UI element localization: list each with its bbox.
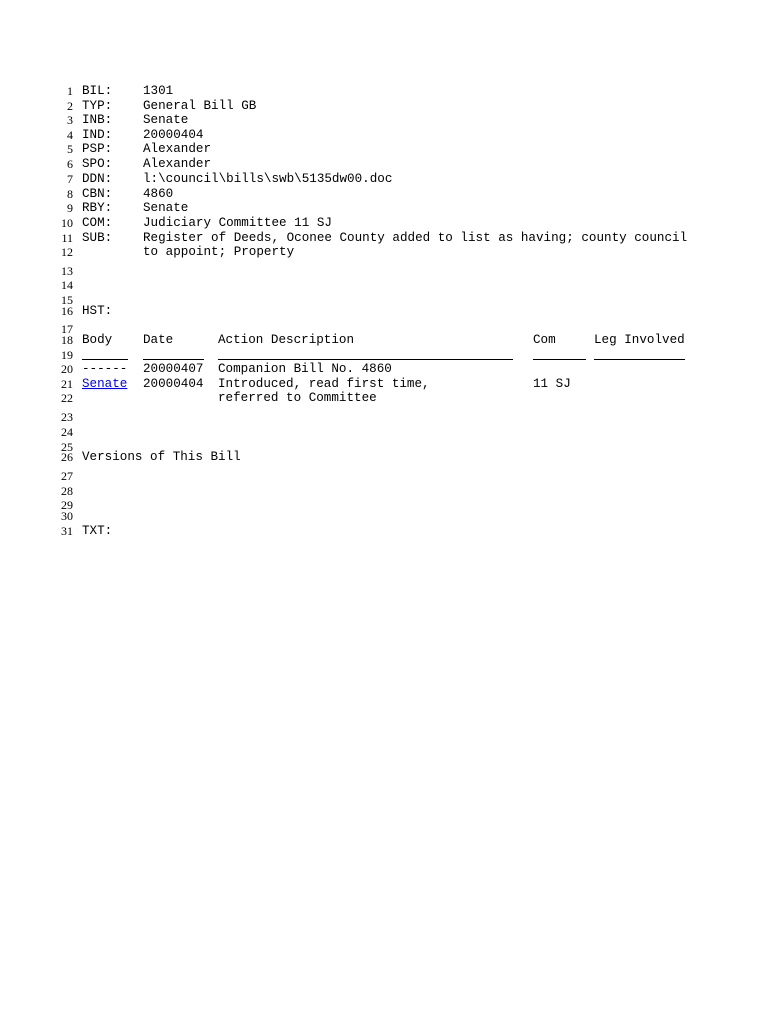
history-row-date: 20000407 — [143, 362, 204, 376]
history-row-action: Companion Bill No. 4860 — [218, 362, 392, 376]
field-value-sub-line1: Register of Deeds, Oconee County added to list as having; county council — [143, 231, 688, 245]
history-row-action: Introduced, read first time, — [218, 377, 430, 391]
line-number: 3 — [67, 113, 73, 127]
history-header-underline — [594, 359, 685, 360]
line-number: 9 — [67, 201, 73, 215]
history-row-com: 11 SJ — [533, 377, 571, 391]
field-value-sub-line2: to appoint; Property — [143, 245, 295, 259]
history-row-body-link[interactable]: Senate — [82, 377, 128, 391]
line-number: 17 — [61, 322, 73, 336]
field-value-bil: 1301 — [143, 84, 174, 98]
history-header-body: Body — [82, 333, 113, 347]
line-number: 19 — [61, 348, 73, 362]
field-label-rby: RBY: — [82, 201, 113, 215]
line-number: 5 — [67, 142, 73, 156]
line-number: 18 — [61, 333, 73, 347]
history-header-com: Com — [533, 333, 556, 347]
field-label-ind: IND: — [82, 128, 113, 142]
field-value-rby: Senate — [143, 201, 189, 215]
field-label-psp: PSP: — [82, 142, 113, 156]
line-number: 22 — [61, 391, 73, 405]
field-label-typ: TYP: — [82, 99, 113, 113]
txt-label: TXT: — [82, 524, 113, 538]
field-value-ddn: l:\council\bills\swb\5135dw00.doc — [143, 172, 393, 186]
history-header-underline — [533, 359, 586, 360]
line-number: 25 — [61, 440, 73, 454]
history-row-action-cont: referred to Committee — [218, 391, 377, 405]
line-number: 1 — [67, 84, 73, 98]
field-value-cbn: 4860 — [143, 187, 174, 201]
field-value-psp: Alexander — [143, 142, 212, 156]
line-number: 6 — [67, 157, 73, 171]
line-number: 12 — [61, 245, 73, 259]
history-label: HST: — [82, 304, 113, 318]
line-number: 14 — [61, 278, 73, 292]
line-number: 21 — [61, 377, 73, 391]
line-number: 10 — [61, 216, 73, 230]
field-label-inb: INB: — [82, 113, 113, 127]
history-header-underline — [143, 359, 204, 360]
history-header-action: Action Description — [218, 333, 355, 347]
line-number: 16 — [61, 304, 73, 318]
line-number: 15 — [61, 293, 73, 307]
field-label-spo: SPO: — [82, 157, 113, 171]
line-number: 24 — [61, 425, 73, 439]
field-value-typ: General Bill GB — [143, 99, 257, 113]
line-number: 20 — [61, 362, 73, 376]
field-label-ddn: DDN: — [82, 172, 113, 186]
line-number: 23 — [61, 410, 73, 424]
versions-heading: Versions of This Bill — [82, 450, 241, 464]
line-number: 8 — [67, 187, 73, 201]
line-number: 26 — [61, 450, 73, 464]
line-number: 4 — [67, 128, 73, 142]
line-number: 31 — [61, 524, 73, 538]
line-number: 30 — [61, 509, 73, 523]
line-number: 7 — [67, 172, 73, 186]
history-row-date: 20000404 — [143, 377, 204, 391]
field-value-com: Judiciary Committee 11 SJ — [143, 216, 332, 230]
field-label-cbn: CBN: — [82, 187, 113, 201]
field-value-spo: Alexander — [143, 157, 212, 171]
history-header-underline — [218, 359, 513, 360]
field-value-ind: 20000404 — [143, 128, 204, 142]
field-label-com: COM: — [82, 216, 113, 230]
history-header-date: Date — [143, 333, 174, 347]
line-number: 11 — [61, 231, 73, 245]
field-label-bil: BIL: — [82, 84, 113, 98]
history-header-leg: Leg Involved — [594, 333, 685, 347]
line-number: 27 — [61, 469, 73, 483]
field-value-inb: Senate — [143, 113, 189, 127]
history-header-underline — [82, 359, 128, 360]
line-number: 13 — [61, 264, 73, 278]
line-number: 2 — [67, 99, 73, 113]
field-label-sub: SUB: — [82, 231, 113, 245]
line-number: 28 — [61, 484, 73, 498]
line-number: 29 — [61, 498, 73, 512]
history-row-body: ------ — [82, 362, 128, 376]
